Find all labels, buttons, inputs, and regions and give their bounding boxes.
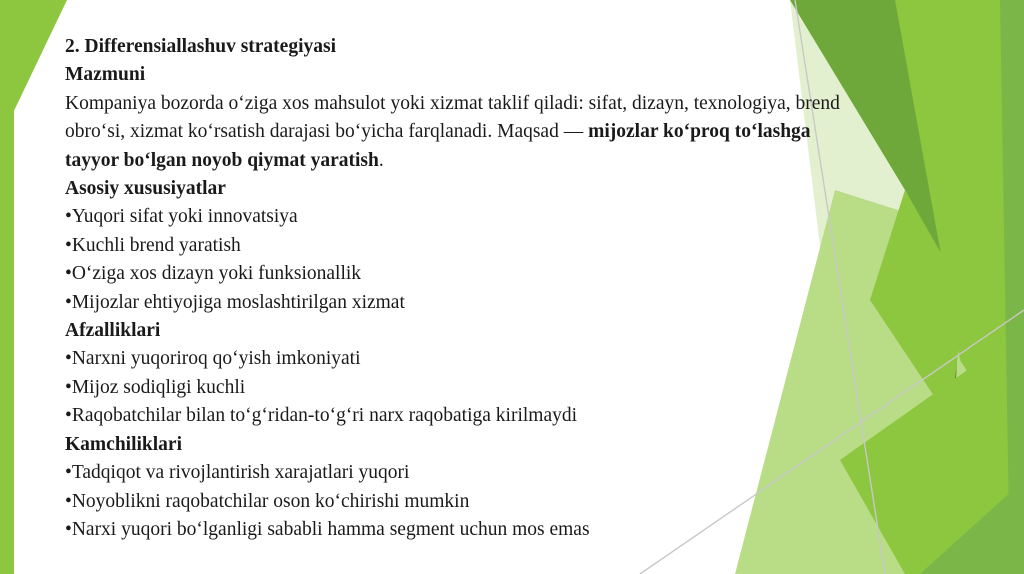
features-section-title: Asosiy xususiyatlar [65, 178, 226, 200]
feature-item: •Yuqori sifat yoki innovatsiya [65, 206, 298, 228]
description-end: . [378, 149, 384, 171]
content-section-title: Mazmuni [65, 64, 146, 86]
disadvantage-item: •Noyoblikni raqobatchilar oson ko‘chirishi mumkin [65, 490, 470, 512]
slide-content [65, 33, 865, 544]
advantage-item: •Raqobatchilar bilan to‘g‘ridan-to‘g‘ri narx raqobatiga kirilmaydi [65, 405, 578, 427]
feature-item: •O‘ziga xos dizayn yoki funksionallik [65, 263, 362, 285]
description-text: Kompaniya bozorda o‘ziga xos mahsulot yoki xizmat taklif qiladi: sifat, dizayn, texnologiya, brend obro‘si, xizmat ko‘rsatish darajasi bo‘yicha farqlanadi. Maqsad — [65, 92, 840, 143]
slide-heading: 2. Differensiallashuv strategiyasi [65, 36, 337, 57]
advantages-section-title: Afzalliklari [65, 320, 161, 342]
left-green-strip [0, 0, 14, 574]
disadvantage-item: •Tadqiqot va rivojlantirish xarajatlari yuqori [65, 462, 410, 484]
description-bold-text: mijozlar ko‘proq to‘lashga tayyor bo‘lgan noyob qiymat yaratish [65, 121, 811, 171]
feature-item: •Mijozlar ehtiyojiga moslashtirilgan xizmat [65, 291, 405, 313]
advantage-item: •Mijoz sodiqligi kuchli [65, 376, 246, 398]
content-description [65, 90, 865, 175]
advantage-item: •Narxni yuqoriroq qo‘yish imkoniyati [65, 348, 361, 370]
feature-item: •Kuchli brend yaratish [65, 234, 241, 256]
disadvantages-section-title: Kamchiliklari [65, 433, 182, 455]
disadvantage-item: •Narxi yuqori bo‘lganligi sababli hamma segment uchun mos emas [65, 518, 590, 540]
